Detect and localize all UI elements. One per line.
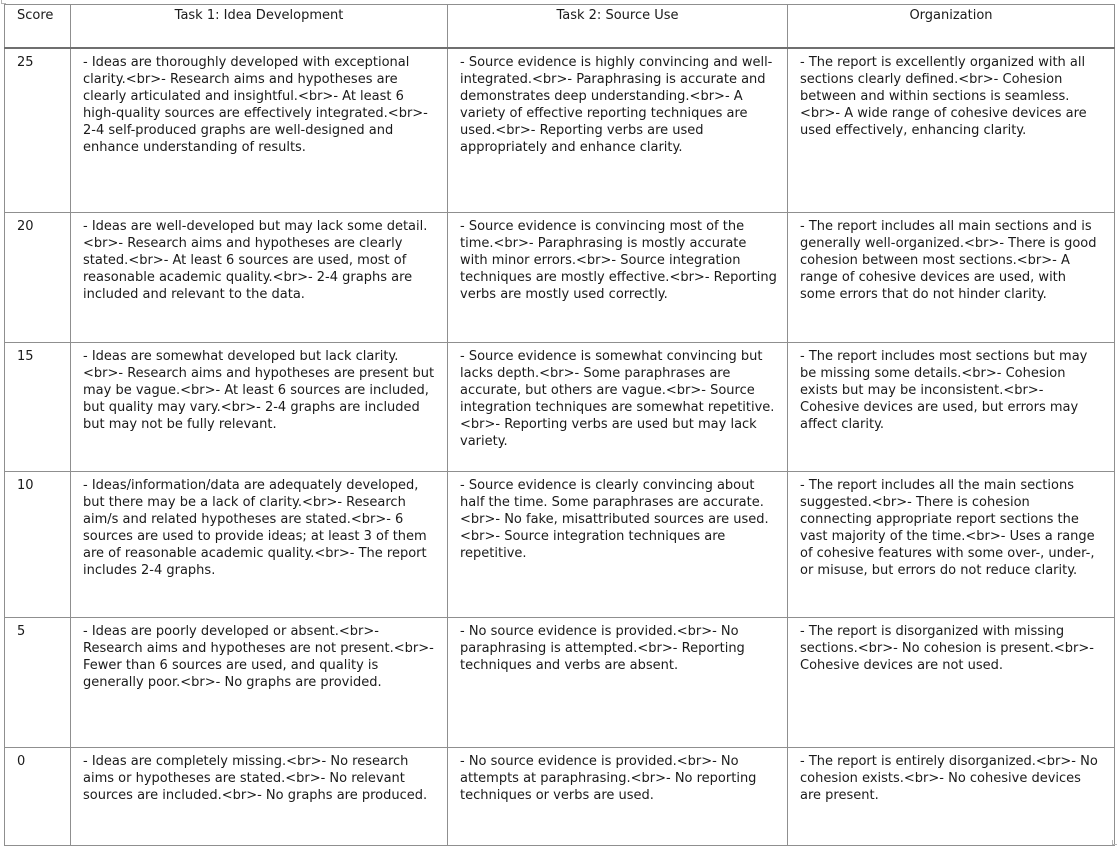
header-task2: Task 2: Source Use bbox=[448, 5, 788, 49]
header-organization: Organization bbox=[788, 5, 1115, 49]
score-cell: 20 bbox=[5, 213, 71, 343]
task1-cell: - Ideas/information/data are adequately developed, but there may be a lack of clarity.<br>- Research aim/s and related hypotheses are stated.<br>- 6 sources are used to provide ideas; at least 3 of them are of reasonable academic quality.<br>- The report includes 2-4 graphs. bbox=[71, 472, 448, 618]
task2-cell: - Source evidence is somewhat convincing but lacks depth.<br>- Some paraphrases are accurate, but others are vague.<br>- Source integration techniques are somewhat repetitive.<br>- Reporting verbs are used but may lack variety. bbox=[448, 343, 788, 472]
score-cell: 25 bbox=[5, 48, 71, 213]
task2-cell: - Source evidence is convincing most of the time.<br>- Paraphrasing is mostly accurate with minor errors.<br>- Source integration techniques are mostly effective.<br>- Reporting verbs are mostly used correctly. bbox=[448, 213, 788, 343]
rubric-body bbox=[5, 48, 1115, 846]
score-cell: 5 bbox=[5, 618, 71, 748]
task2-cell: - Source evidence is clearly convincing about half the time. Some paraphrases are accurate.<br>- No fake, misattributed sources are used.<br>- Source integration techniques are repetitive. bbox=[448, 472, 788, 618]
header-row bbox=[5, 5, 1115, 49]
task2-cell: - Source evidence is highly convincing and well-integrated.<br>- Paraphrasing is accurate and demonstrates deep understanding.<br>- A variety of effective reporting techniques are used.<br>- Reporting verbs are used appropriately and enhance clarity. bbox=[448, 48, 788, 213]
rubric-header bbox=[5, 5, 1115, 49]
score-cell: 0 bbox=[5, 748, 71, 846]
table-row-score-5 bbox=[5, 618, 1115, 748]
organization-cell: - The report includes all main sections and is generally well-organized.<br>- There is good cohesion between most sections.<br>- A range of cohesive devices are used, with some errors that do not hinder clarity. bbox=[788, 213, 1115, 343]
table-row-score-15 bbox=[5, 343, 1115, 472]
task1-cell: - Ideas are completely missing.<br>- No research aims or hypotheses are stated.<br>- No relevant sources are included.<br>- No graphs are produced. bbox=[71, 748, 448, 846]
organization-cell: - The report is disorganized with missing sections.<br>- No cohesion is present.<br>- Cohesive devices are not used. bbox=[788, 618, 1115, 748]
corner-crop-mark bbox=[1112, 840, 1117, 845]
task2-cell: - No source evidence is provided.<br>- No paraphrasing is attempted.<br>- Reporting techniques and verbs are absent. bbox=[448, 618, 788, 748]
task1-cell: - Ideas are somewhat developed but lack clarity.<br>- Research aims and hypotheses are present but may be vague.<br>- At least 6 sources are included, but quality may vary.<br>- 2-4 graphs are included but may not be fully relevant. bbox=[71, 343, 448, 472]
header-task1: Task 1: Idea Development bbox=[71, 5, 448, 49]
task1-cell: - Ideas are thoroughly developed with exceptional clarity.<br>- Research aims and hypotheses are clearly articulated and insightful.<br>- At least 6 high-quality sources are effectively integrated.<br>- 2-4 self-produced graphs are well-designed and enhance understanding of results. bbox=[71, 48, 448, 213]
table-row-score-25 bbox=[5, 48, 1115, 213]
score-cell: 10 bbox=[5, 472, 71, 618]
organization-cell: - The report is excellently organized with all sections clearly defined.<br>- Cohesion between and within sections is seamless.<br>- A wide range of cohesive devices are used effectively, enhancing clarity. bbox=[788, 48, 1115, 213]
score-cell: 15 bbox=[5, 343, 71, 472]
table-row-score-20 bbox=[5, 213, 1115, 343]
organization-cell: - The report is entirely disorganized.<br>- No cohesion exists.<br>- No cohesive devices are present. bbox=[788, 748, 1115, 846]
organization-cell: - The report includes most sections but may be missing some details.<br>- Cohesion exists but may be inconsistent.<br>- Cohesive devices are used, but errors may affect clarity. bbox=[788, 343, 1115, 472]
header-score: Score bbox=[5, 5, 71, 49]
corner-crop-mark bbox=[1, 0, 6, 4]
rubric-table bbox=[4, 4, 1115, 846]
task1-cell: - Ideas are poorly developed or absent.<br>- Research aims and hypotheses are not present.<br>- Fewer than 6 sources are used, and quality is generally poor.<br>- No graphs are provided. bbox=[71, 618, 448, 748]
table-row-score-0 bbox=[5, 748, 1115, 846]
task2-cell: - No source evidence is provided.<br>- No attempts at paraphrasing.<br>- No reporting techniques or verbs are used. bbox=[448, 748, 788, 846]
organization-cell: - The report includes all the main sections suggested.<br>- There is cohesion connecting appropriate report sections the vast majority of the time.<br>- Uses a range of cohesive features with some over-, under-, or misuse, but errors do not reduce clarity. bbox=[788, 472, 1115, 618]
table-row-score-10 bbox=[5, 472, 1115, 618]
task1-cell: - Ideas are well-developed but may lack some detail.<br>- Research aims and hypotheses are clearly stated.<br>- At least 6 sources are used, most of reasonable academic quality.<br>- 2-4 graphs are included and relevant to the data. bbox=[71, 213, 448, 343]
